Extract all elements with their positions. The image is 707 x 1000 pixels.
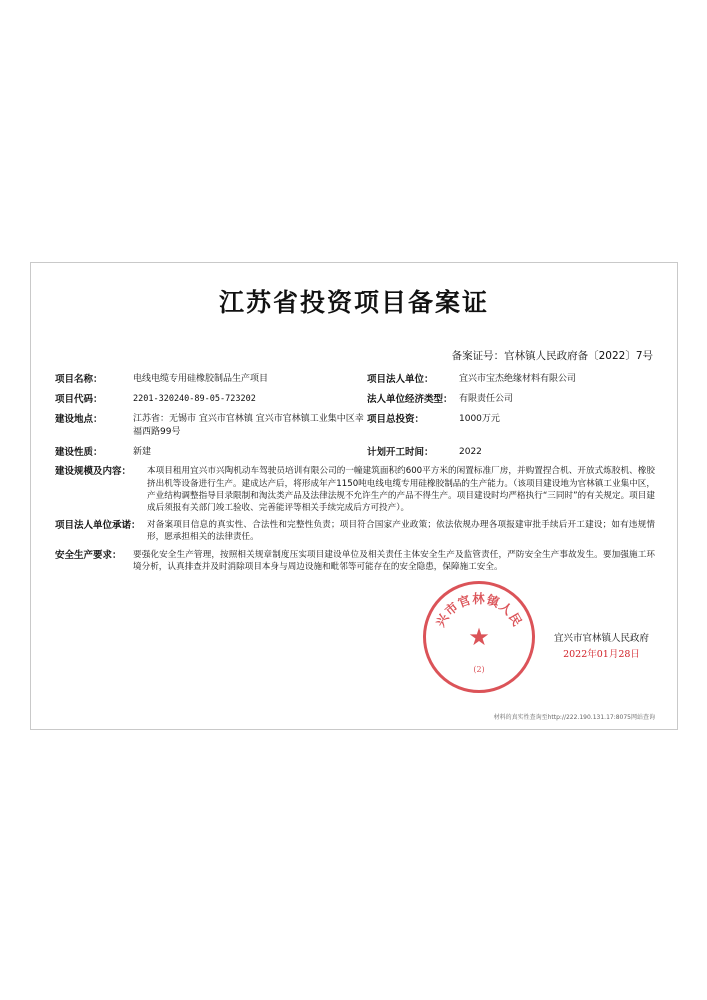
field-commitment [31,519,677,543]
field-nature [55,446,367,460]
row-project-code [31,393,677,407]
field-safety [31,549,677,573]
field-total-investment [367,413,655,427]
field-legal-entity [367,373,655,387]
page-title: 江苏省投资项目备案证 [218,288,489,317]
row-site [31,413,677,440]
certificate-form [31,373,677,578]
field-start-time [367,446,655,460]
record-number-value: 官林镇人民政府备〔2022〕7号 [504,350,653,362]
start-time-value: 2022 [459,446,482,457]
field-scale [31,465,677,514]
commitment-label: 项目法人单位承诺： [55,520,141,532]
commitment-value: 对备案项目信息的真实性、合法性和完整性负责；项目符合国家产业政策；依法依规办理各项报建审批手续后开工建设；如有违规情形，愿承担相关的法律责任。 [147,520,655,543]
field-economy-type [367,393,655,407]
site-value: 江苏省：无锡市 宜兴市官林镇 宜兴市官林镇工业集中区幸福西路99号 [133,413,364,438]
legal-entity-value: 宜兴市宝杰绝缘材料有限公司 [459,374,577,384]
safety-label: 安全生产要求： [55,549,122,561]
safety-value: 要强化安全生产管理，按照相关规章制度压实项目建设单位及相关责任主体安全生产及监管责任，严防安全生产事故发生。要加强施工环境分析，认真排查并及时消除项目本身与周边设施和毗邻等可能存在的安全隐患，保障施工安全。 [133,549,655,572]
seal-top-text: 兴市官林镇人民 [432,590,526,630]
legal-entity-label: 项目法人单位： [367,374,434,385]
issuing-authority: 宜兴市官林镇人民政府 [553,633,649,644]
record-number-label: 备案证号： [451,350,505,362]
row-nature [31,446,677,460]
certificate-card [30,262,678,730]
signature-block [554,631,649,663]
seal-bottom-text: (2) [473,665,485,674]
field-site [55,413,367,440]
project-name-value: 电线电缆专用硅橡胶制品生产项目 [133,374,269,384]
verification-footnote: 材料的真实性查询至http://222.190.131.17:8075网站查询 [493,714,655,721]
total-investment-value: 1000万元 [459,413,500,424]
field-project-name [55,373,367,387]
issue-date: 2022年01月28日 [563,649,640,661]
seal-star-icon: ★ [468,623,490,651]
economy-type-value: 有限责任公司 [459,393,514,404]
scale-label: 建设规模及内容： [55,466,132,478]
row-project-name [31,373,677,387]
scale-value: 本项目租用宜兴市兴陶机动车驾驶员培训有限公司的一幢建筑面积约600平方米的闲置标准厂房，并购置捏合机、开放式炼胶机、橡胶挤出机等设备进行生产。建成达产后，将形成年产1150吨电线电缆专用硅橡胶制品的生产能力。（该项目建设地为官林镇工业集中区，产业结构调整指导目录限制和淘汰类产品及法律法规不允许生产的产品不得生产。项目建设时均严格执行“三同时”的有关规定。项目建成后须报有关部门竣工验收、完善能评等相关手续完成后方可投产）。 [147,466,655,513]
nature-value: 新建 [133,446,152,457]
nature-label: 建设性质： [55,446,103,458]
project-code-label: 项目代码： [55,393,103,405]
project-code-value: 2201-320240-89-05-723202 [133,393,256,404]
record-number [452,348,653,363]
start-time-label: 计划开工时间： [367,446,434,458]
economy-type-label: 法人单位经济类型： [367,393,453,405]
project-name-label: 项目名称： [55,374,103,385]
field-project-code [55,393,367,407]
total-investment-label: 项目总投资： [367,413,425,425]
official-seal [423,581,535,693]
site-label: 建设地点： [55,413,103,425]
